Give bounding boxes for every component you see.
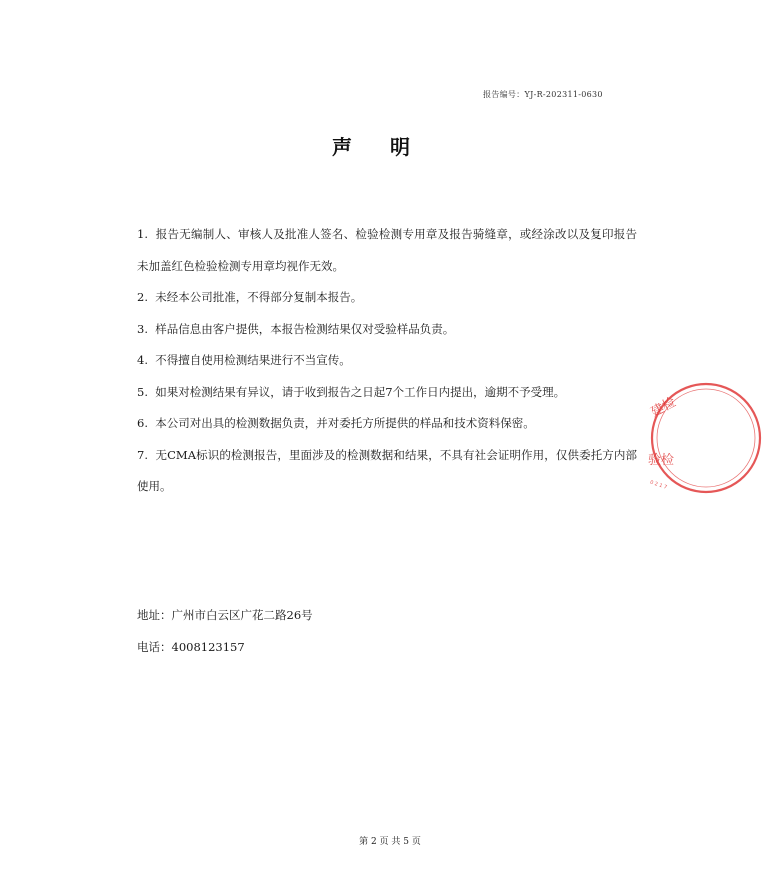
report-number-value: YJ-R-202311-0630	[524, 90, 603, 99]
clause-number: 3.	[137, 321, 148, 336]
seal-text-mid: 验检	[648, 453, 675, 468]
address-value: 广州市白云区广花二路26号	[171, 608, 313, 622]
clause-text: 本公司对出具的检测数据负责，并对委托方所提供的样品和技术资料保密。	[155, 416, 535, 430]
clause-number: 4.	[137, 353, 148, 367]
clause-number: 2.	[137, 290, 148, 304]
seal-icon	[646, 380, 679, 496]
report-number	[483, 89, 603, 100]
address-line	[137, 599, 313, 631]
phone-label: 电话：	[137, 640, 172, 654]
clause-number: 1.	[137, 227, 148, 241]
clause-7	[137, 440, 637, 503]
clause-text: 样品信息由客户提供，本报告检测结果仅对受验样品负责。	[155, 321, 455, 336]
clause-2	[137, 282, 637, 314]
address-label: 地址：	[137, 608, 172, 622]
contact-block	[137, 599, 313, 663]
clause-text: 报告无编制人、审核人及批准人签名、检验检测专用章及报告骑缝章，或经涂改以及复印报告未加盖红色检验检测专用章均视作无效。	[137, 227, 637, 273]
clause-number: 6.	[137, 416, 148, 430]
clause-text: 如果对检测结果有异议，请于收到报告之日起7个工作日内提出，逾期不予受理。	[155, 384, 566, 399]
clause-5	[137, 377, 637, 409]
clause-6	[137, 408, 637, 440]
phone-line	[137, 631, 313, 663]
clause-text: 未经本公司批准，不得部分复制本报告。	[155, 290, 363, 304]
clause-text: 无CMA标识的检测报告，里面涉及的检测数据和结果，不具有社会证明作用，仅供委托方内部使用。	[137, 447, 638, 493]
clause-3	[137, 314, 637, 346]
clause-4	[137, 345, 637, 377]
seal-text-bottom: 0 2 1 7	[649, 479, 668, 491]
clause-text: 不得擅自使用检测结果进行不当宣传。	[155, 353, 351, 367]
phone-value: 4008123157	[171, 640, 245, 654]
page-title: 声明	[332, 135, 448, 159]
report-number-label: 报告编号：	[483, 90, 525, 99]
page-number: 第 2 页 共 5 页	[359, 837, 421, 847]
seal-stamp	[646, 380, 679, 496]
clause-number: 5.	[137, 384, 148, 399]
seal-text-top: 建检	[648, 394, 679, 421]
declaration-list	[137, 219, 637, 503]
clause-1	[137, 219, 637, 282]
clause-number: 7.	[137, 447, 148, 462]
